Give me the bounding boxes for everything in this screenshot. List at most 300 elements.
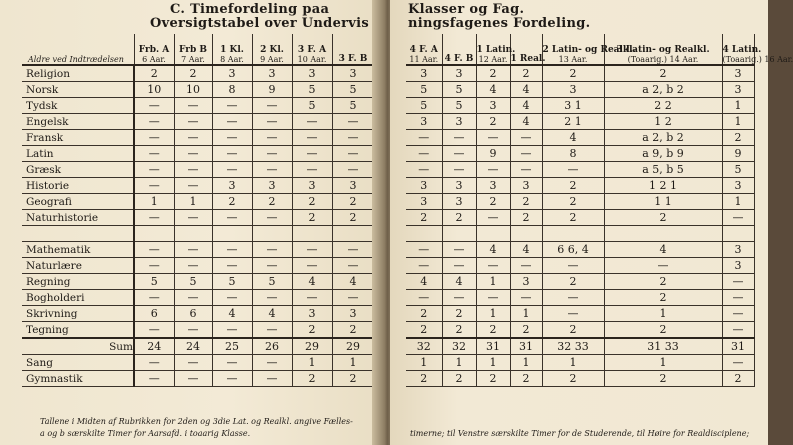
right-hours-cell: 1 (406, 355, 442, 371)
left-hours-cell: — (252, 322, 292, 339)
right-table-row (406, 322, 754, 339)
left-table-row (22, 114, 374, 130)
right-hours-cell: 3 (722, 242, 754, 258)
left-table-row (22, 258, 374, 274)
left-table-row (22, 371, 374, 387)
right-hours-cell: 5 (722, 162, 754, 178)
right-hours-cell: 2 (510, 371, 542, 387)
right-hours-cell: 2 (442, 371, 476, 387)
right-table-row (406, 242, 754, 258)
left-hours-cell: 2 (332, 194, 374, 210)
left-hours-cell (174, 226, 212, 242)
right-hours-cell: 4 (510, 114, 542, 130)
right-hours-cell: 1 (722, 98, 754, 114)
right-hours-cell: 4 (510, 242, 542, 258)
left-footnote-line1: Tallene i Midten af Rubrikken for 2den og 3die Lat. og Realkl. angive Fælles- (40, 417, 353, 426)
right-title-line1: Klasser og Fag. (408, 2, 525, 17)
right-column-header (442, 34, 476, 65)
left-hours-cell: — (252, 258, 292, 274)
left-title-line1: C. Timefordeling paa (170, 2, 330, 17)
right-hours-cell: 2 (442, 322, 476, 339)
right-hours-cell: a 2, b 2 (604, 82, 722, 98)
right-hours-cell: 2 (542, 322, 604, 339)
left-hours-cell: 3 (292, 178, 332, 194)
right-hours-cell: — (476, 130, 510, 146)
left-hours-cell: 3 (252, 178, 292, 194)
left-column-name: 2 Kl. (260, 45, 284, 55)
right-hours-cell: 3 (476, 178, 510, 194)
left-hours-cell: 5 (292, 98, 332, 114)
left-hours-cell: — (332, 290, 374, 306)
left-column-header (134, 34, 174, 65)
left-hours-cell: — (174, 290, 212, 306)
left-hours-cell: 2 (212, 194, 252, 210)
left-header-label: Aldre ved Indtrædelsen (22, 34, 134, 65)
left-column-header (332, 34, 374, 65)
left-column-name: 3 F. A (297, 45, 327, 55)
left-hours-cell: — (174, 162, 212, 178)
left-table-row (22, 226, 374, 242)
right-hours-cell: 5 (406, 98, 442, 114)
right-hours-cell: 32 (442, 338, 476, 355)
right-hours-cell: — (542, 306, 604, 322)
left-hours-cell: — (212, 146, 252, 162)
right-hours-cell: 2 (542, 194, 604, 210)
left-hours-cell: 9 (252, 82, 292, 98)
right-column-age: 13 Aar. (558, 55, 588, 64)
left-table-row (22, 290, 374, 306)
right-timetable (406, 34, 793, 387)
left-hours-cell: 24 (174, 338, 212, 355)
left-hours-cell: — (252, 242, 292, 258)
left-hours-cell: 8 (212, 82, 252, 98)
left-hours-cell: — (134, 162, 174, 178)
left-hours-cell: — (212, 162, 252, 178)
right-hours-cell: 3 (406, 65, 442, 82)
subject-label: Latin (22, 146, 134, 162)
right-hours-cell: 1 2 (604, 114, 722, 130)
right-hours-cell: 2 (406, 322, 442, 339)
left-table-row (22, 146, 374, 162)
right-table-row (406, 338, 754, 355)
left-hours-cell: — (252, 98, 292, 114)
left-hours-cell (252, 226, 292, 242)
right-hours-cell: 4 (476, 242, 510, 258)
left-column-name: Frb B (178, 45, 207, 55)
subject-label: Skrivning (22, 306, 134, 322)
left-hours-cell: — (174, 178, 212, 194)
right-hours-cell: a 9, b 9 (604, 146, 722, 162)
left-hours-cell: 2 (292, 210, 332, 226)
right-hours-cell: — (442, 242, 476, 258)
right-hours-cell: — (542, 258, 604, 274)
right-hours-cell: 4 (510, 82, 542, 98)
left-hours-cell: 4 (212, 306, 252, 322)
right-hours-cell: — (722, 290, 754, 306)
right-hours-cell (476, 226, 510, 242)
right-table-row (406, 210, 754, 226)
right-hours-cell: 2 (510, 322, 542, 339)
left-hours-cell: 5 (212, 274, 252, 290)
right-page (390, 0, 793, 445)
right-footnote: timerne; til Venstre særskilte Timer for de Studerende, til Høire for Realdisciplene; (410, 429, 750, 438)
left-hours-cell: — (174, 210, 212, 226)
right-hours-cell: 2 (604, 322, 722, 339)
right-hours-cell: — (510, 258, 542, 274)
right-hours-cell: 2 (542, 178, 604, 194)
left-hours-cell: — (174, 242, 212, 258)
right-column-name: 2 Latin- og Realkl. (542, 45, 636, 55)
left-hours-cell: 2 (332, 210, 374, 226)
subject-label: Norsk (22, 82, 134, 98)
left-hours-cell: — (332, 258, 374, 274)
left-hours-cell: 3 (332, 178, 374, 194)
left-hours-cell: 10 (174, 82, 212, 98)
right-table-row (406, 82, 754, 98)
right-hours-cell: — (722, 322, 754, 339)
right-hours-cell: 2 (476, 114, 510, 130)
left-table-row (22, 194, 374, 210)
left-hours-cell: 2 (292, 194, 332, 210)
right-hours-cell: 1 (510, 306, 542, 322)
left-table-row (22, 355, 374, 371)
left-hours-cell: 3 (292, 306, 332, 322)
right-hours-cell: 31 (722, 338, 754, 355)
left-hours-cell: 4 (332, 274, 374, 290)
right-hours-cell: 9 (722, 146, 754, 162)
subject-label: Græsk (22, 162, 134, 178)
left-hours-cell: 1 (332, 355, 374, 371)
right-hours-cell: 2 (542, 371, 604, 387)
right-hours-cell: 4 (406, 274, 442, 290)
right-hours-cell: — (604, 258, 722, 274)
left-hours-cell: 5 (292, 82, 332, 98)
left-hours-cell: — (212, 355, 252, 371)
right-hours-cell: — (442, 146, 476, 162)
right-hours-cell: 2 2 (604, 98, 722, 114)
left-hours-cell: — (332, 242, 374, 258)
right-hours-cell: — (722, 355, 754, 371)
left-hours-cell: — (174, 258, 212, 274)
right-hours-cell (542, 226, 604, 242)
left-hours-cell: — (212, 98, 252, 114)
right-hours-cell: 4 (510, 98, 542, 114)
left-hours-cell: — (252, 210, 292, 226)
left-hours-cell: 4 (292, 274, 332, 290)
right-hours-cell: 2 (542, 65, 604, 82)
left-hours-cell: — (252, 355, 292, 371)
right-hours-cell: — (722, 306, 754, 322)
subject-label: Geografi (22, 194, 134, 210)
left-hours-cell: — (174, 146, 212, 162)
subject-label: Tegning (22, 322, 134, 339)
left-hours-cell: — (212, 371, 252, 387)
left-table-row (22, 274, 374, 290)
right-hours-cell: 2 (604, 65, 722, 82)
left-column-age: 10 Aar. (297, 55, 327, 64)
subject-label: Mathematik (22, 242, 134, 258)
right-table-row (406, 226, 754, 242)
subject-label (22, 226, 134, 242)
right-hours-cell: 3 (510, 274, 542, 290)
right-hours-cell: 2 (406, 371, 442, 387)
left-hours-cell: — (292, 114, 332, 130)
right-hours-cell (510, 226, 542, 242)
left-timetable (22, 34, 375, 387)
right-hours-cell: 2 (722, 371, 754, 387)
right-hours-cell: — (406, 290, 442, 306)
right-hours-cell: 2 (510, 194, 542, 210)
right-hours-cell: 5 (442, 98, 476, 114)
left-hours-cell: — (292, 290, 332, 306)
left-hours-cell: 5 (332, 98, 374, 114)
left-hours-cell: 4 (252, 306, 292, 322)
left-hours-cell: — (174, 355, 212, 371)
right-column-name: 4 F. B (444, 54, 474, 64)
right-hours-cell: — (476, 290, 510, 306)
left-hours-cell: — (252, 290, 292, 306)
right-column-name: 3 Latin- og Realkl. (616, 45, 710, 55)
right-hours-cell: 3 (406, 194, 442, 210)
right-hours-cell: 3 (406, 114, 442, 130)
left-hours-cell: — (212, 210, 252, 226)
subject-label: Sum (22, 338, 134, 355)
right-hours-cell: 31 (476, 338, 510, 355)
right-hours-cell: 3 (442, 178, 476, 194)
right-table-row (406, 258, 754, 274)
left-hours-cell: — (252, 162, 292, 178)
left-hours-cell (134, 226, 174, 242)
subject-label: Religion (22, 65, 134, 82)
left-hours-cell: — (134, 114, 174, 130)
left-hours-cell: — (174, 322, 212, 339)
left-hours-cell: — (134, 322, 174, 339)
right-hours-cell: — (406, 242, 442, 258)
right-column-header (722, 34, 793, 65)
left-table-row (22, 65, 374, 82)
right-hours-cell: — (406, 146, 442, 162)
right-column-age: 11 Aar. (409, 55, 439, 64)
right-hours-cell: 31 33 (604, 338, 722, 355)
left-hours-cell: — (134, 258, 174, 274)
right-hours-cell: 3 1 (542, 98, 604, 114)
left-hours-cell: 3 (252, 65, 292, 82)
left-column-age: 7 Aar. (181, 55, 205, 64)
right-hours-cell (604, 226, 722, 242)
right-hours-cell: 2 (604, 274, 722, 290)
right-hours-cell: 2 (442, 210, 476, 226)
left-hours-cell: — (174, 371, 212, 387)
left-hours-cell: — (292, 258, 332, 274)
right-hours-cell: 1 (604, 355, 722, 371)
right-hours-cell: 1 (442, 355, 476, 371)
left-hours-cell: 6 (134, 306, 174, 322)
right-table-row (406, 65, 754, 82)
left-hours-cell: 2 (292, 371, 332, 387)
right-table-row (406, 274, 754, 290)
left-hours-cell: 5 (332, 82, 374, 98)
left-table-row (22, 130, 374, 146)
subject-label: Regning (22, 274, 134, 290)
right-column-header (406, 34, 442, 65)
right-hours-cell: — (476, 258, 510, 274)
subject-label: Sang (22, 355, 134, 371)
right-hours-cell: 1 (476, 306, 510, 322)
right-column-age: (Toaarig.) 14 Aar. (627, 55, 699, 64)
right-hours-cell (442, 226, 476, 242)
left-hours-cell (292, 226, 332, 242)
subject-label: Tydsk (22, 98, 134, 114)
left-table-row (22, 82, 374, 98)
left-table-row (22, 162, 374, 178)
left-table-row (22, 178, 374, 194)
left-column-name: 3 F. B (338, 54, 368, 64)
left-hours-cell: — (134, 146, 174, 162)
left-hours-cell: — (134, 178, 174, 194)
left-hours-cell: — (212, 130, 252, 146)
left-hours-cell: — (212, 290, 252, 306)
left-hours-cell: 5 (252, 274, 292, 290)
right-hours-cell: 31 (510, 338, 542, 355)
left-hours-cell: 3 (332, 306, 374, 322)
subject-label: Bogholderi (22, 290, 134, 306)
right-hours-cell: 1 2 1 (604, 178, 722, 194)
left-hours-cell: — (292, 162, 332, 178)
right-hours-cell: 3 (476, 98, 510, 114)
left-hours-cell: 3 (332, 65, 374, 82)
left-hours-cell: — (174, 114, 212, 130)
left-hours-cell: 2 (174, 65, 212, 82)
right-column-header (604, 34, 722, 65)
left-hours-cell (332, 226, 374, 242)
right-hours-cell: a 5, b 5 (604, 162, 722, 178)
left-footnote-line2: a og b særskilte Timer for Aarsafd. i toaarig Klasse. (40, 429, 251, 438)
left-column-name: 1 Kl. (220, 45, 244, 55)
left-hours-cell: — (212, 242, 252, 258)
left-hours-cell: — (252, 371, 292, 387)
right-hours-cell: 3 (510, 178, 542, 194)
right-hours-cell: 2 (476, 65, 510, 82)
right-column-age: 12 Aar. (478, 55, 508, 64)
left-hours-cell: — (212, 114, 252, 130)
subject-label: Historie (22, 178, 134, 194)
right-hours-cell: 2 1 (542, 114, 604, 130)
right-table-row (406, 146, 754, 162)
right-column-name: 4 F. A (409, 45, 438, 55)
right-hours-cell: — (476, 162, 510, 178)
right-column-name: 1 Latin. (476, 45, 516, 55)
right-column-age: (Toaarig.) 16 Aar. (722, 55, 793, 64)
left-hours-cell: 3 (212, 65, 252, 82)
left-table-row (22, 210, 374, 226)
left-column-age: 6 Aar. (142, 55, 166, 64)
right-table-row (406, 178, 754, 194)
right-table-row (406, 290, 754, 306)
right-hours-cell: — (442, 130, 476, 146)
right-hours-cell: — (722, 274, 754, 290)
left-hours-cell: — (134, 355, 174, 371)
right-hours-cell: — (542, 290, 604, 306)
right-column-header (542, 34, 636, 65)
left-hours-cell: — (332, 146, 374, 162)
right-hours-cell: — (510, 146, 542, 162)
right-hours-cell: 2 (604, 210, 722, 226)
left-hours-cell: 2 (292, 322, 332, 339)
left-hours-cell: — (332, 162, 374, 178)
left-hours-cell: — (252, 114, 292, 130)
right-hours-cell: — (476, 210, 510, 226)
right-hours-cell: 3 (722, 82, 754, 98)
subject-label: Fransk (22, 130, 134, 146)
right-table-row (406, 371, 754, 387)
left-table-row (22, 98, 374, 114)
right-hours-cell: 4 (442, 274, 476, 290)
right-hours-cell: — (510, 290, 542, 306)
left-hours-cell: — (174, 130, 212, 146)
left-hours-cell: 2 (332, 371, 374, 387)
right-hours-cell: 4 (542, 130, 604, 146)
subject-label: Naturhistorie (22, 210, 134, 226)
left-hours-cell (212, 226, 252, 242)
right-hours-cell: 32 (406, 338, 442, 355)
left-hours-cell: — (134, 290, 174, 306)
right-column-name: 4 Latin. (722, 45, 762, 55)
left-hours-cell: 2 (332, 322, 374, 339)
right-hours-cell: 4 (476, 82, 510, 98)
left-hours-cell: — (212, 322, 252, 339)
left-hours-cell: 10 (134, 82, 174, 98)
left-table-row (22, 322, 374, 339)
left-hours-cell: — (292, 130, 332, 146)
right-hours-cell: 9 (476, 146, 510, 162)
right-table-row (406, 194, 754, 210)
right-hours-cell: 2 (442, 306, 476, 322)
right-hours-cell: — (406, 258, 442, 274)
left-column-header (252, 34, 292, 65)
right-hours-cell: 2 (476, 371, 510, 387)
right-hours-cell: 3 (442, 194, 476, 210)
left-hours-cell: — (134, 98, 174, 114)
subject-label: Naturlære (22, 258, 134, 274)
left-title-line2: Oversigtstabel over Undervis (150, 16, 370, 31)
left-hours-cell: — (292, 242, 332, 258)
right-hours-cell: 1 1 (604, 194, 722, 210)
left-hours-cell: 25 (212, 338, 252, 355)
left-column-age: 9 Aar. (260, 55, 284, 64)
right-table-row (406, 162, 754, 178)
right-hours-cell: 1 (604, 306, 722, 322)
right-hours-cell: 5 (442, 82, 476, 98)
right-hours-cell: — (722, 210, 754, 226)
subject-label: Gymnastik (22, 371, 134, 387)
right-column-header (476, 34, 516, 65)
left-hours-cell: 1 (174, 194, 212, 210)
right-hours-cell: 2 (542, 210, 604, 226)
right-hours-cell: 2 (406, 306, 442, 322)
left-hours-cell: — (134, 371, 174, 387)
left-hours-cell: — (332, 130, 374, 146)
right-hours-cell: 4 (604, 242, 722, 258)
left-hours-cell: 1 (292, 355, 332, 371)
left-hours-cell: 29 (332, 338, 374, 355)
right-hours-cell: 1 (476, 355, 510, 371)
left-hours-cell: — (252, 130, 292, 146)
right-hours-cell: — (406, 130, 442, 146)
right-hours-cell: 3 (442, 65, 476, 82)
right-hours-cell: 6 6, 4 (542, 242, 604, 258)
right-hours-cell: 3 (722, 65, 754, 82)
right-hours-cell (722, 226, 754, 242)
